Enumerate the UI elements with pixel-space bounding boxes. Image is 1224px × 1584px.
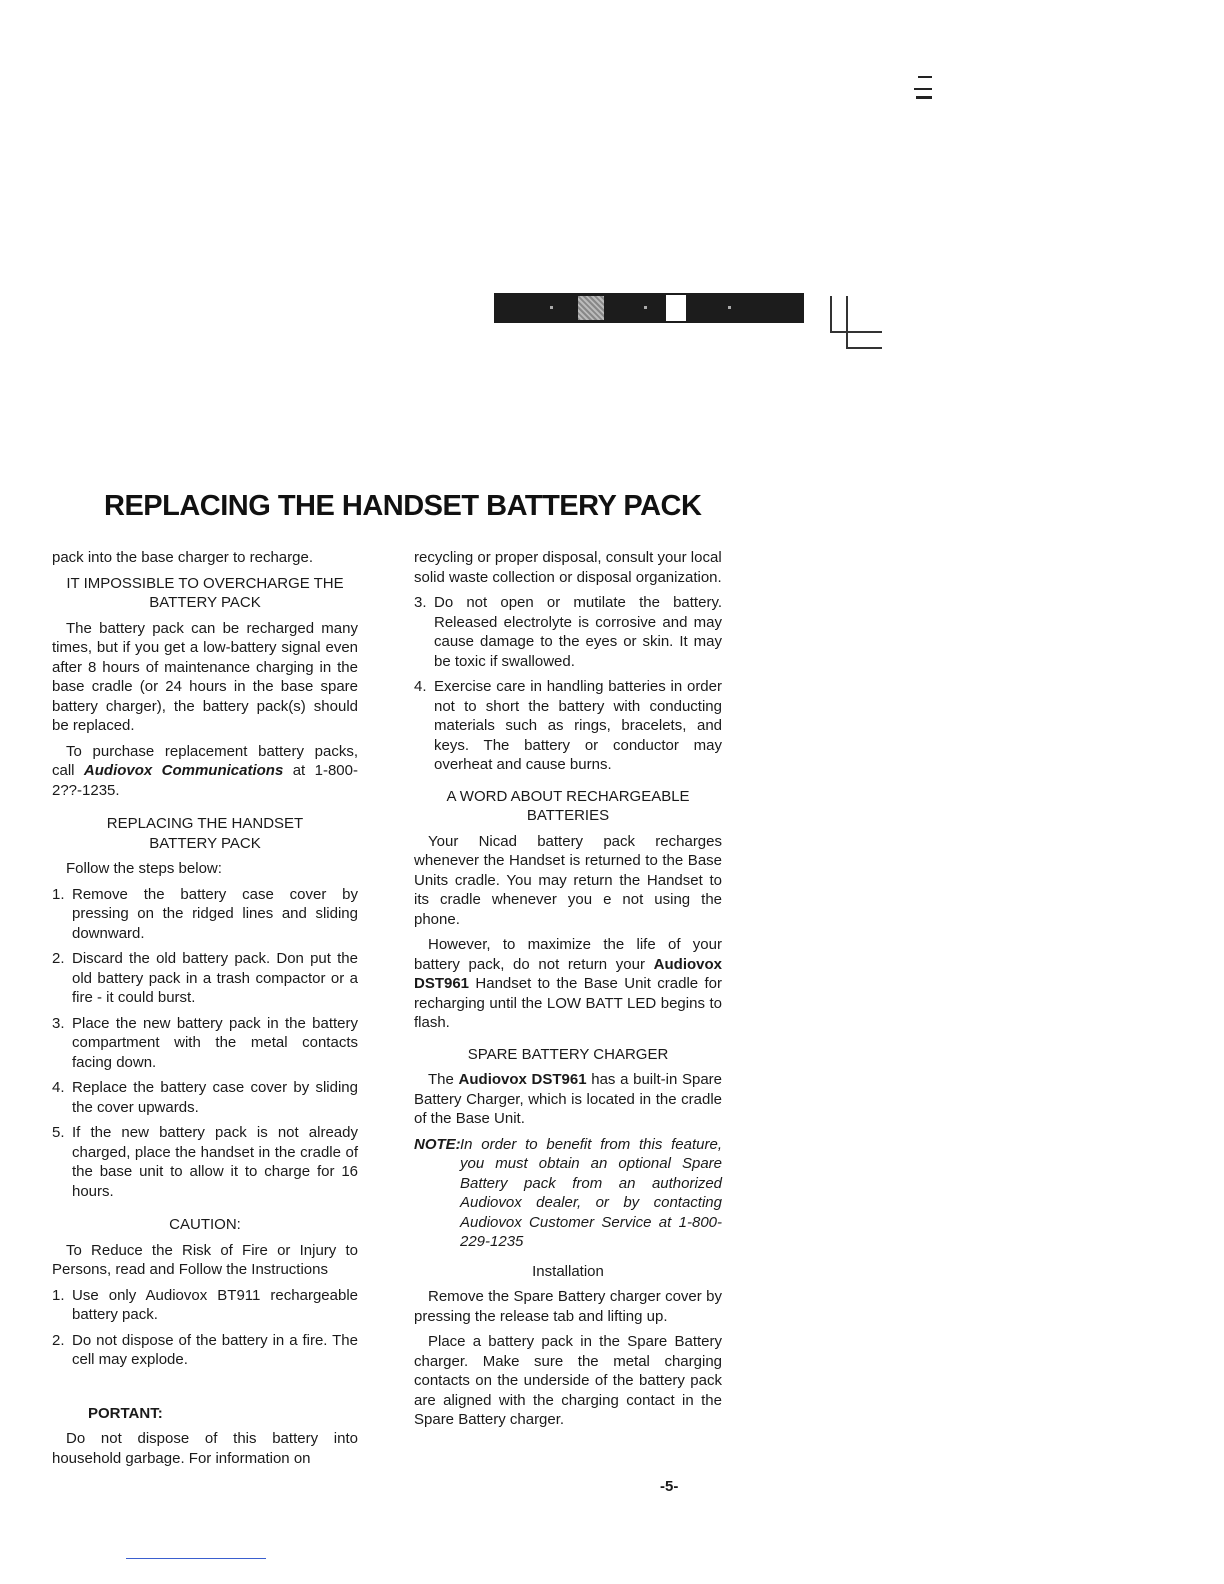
page-number: -5- [660,1478,679,1495]
left-column [52,548,358,1474]
important-heading: PORTANT: [88,1404,163,1422]
section-heading: SPARE BATTERY CHARGER [467,1045,669,1063]
crop-mark [846,296,848,348]
paragraph: Do not dispose of this battery into household garbage. For information on [52,1430,358,1467]
paragraph: recycling or proper disposal, consult your local solid waste collection or disposal organization. [414,549,722,586]
crop-mark [846,347,882,349]
bottom-rule [126,1558,266,1559]
list-item: 2. Do not dispose of the battery in a fire. The cell may explode. [52,1331,358,1368]
list-item: 3. Do not open or mutilate the battery. Released electrolyte is corrosive and may cause damage to the eyes or skin. It may be toxic if swallowed. [414,594,722,670]
caution-list-continued [414,593,722,775]
caution-heading: CAUTION: [169,1216,241,1233]
note-label: NOTE: [414,1135,461,1153]
scan-bar-artifact [494,293,804,323]
paragraph: Place a battery pack in the Spare Battery charger. Make sure the metal charging contacts on the underside of the battery pack are aligned with the charging contact in the Spare Battery charger. [414,1333,722,1428]
paragraph: The Audiovox DST961 has a built-in Spare Battery Charger, which is located in the cradle of the Base Unit. [414,1071,723,1127]
brand-name: Audiovox Communications [83,762,284,779]
paragraph: Follow the steps below: [66,860,222,877]
paragraph: However, to maximize the life of your battery pack, do not return your Audiovox DST961 Handset to the Base Unit cradle for recharging until the LOW BATT LED begins to flash. [414,936,722,1031]
section-heading: IT IMPOSSIBLE TO OVERCHARGE THE BATTERY PACK [66,574,344,611]
paragraph: Your Nicad battery pack recharges whenever the Handset is returned to the Base Units cradle. You may return the Handset to its cradle whenever you e not using the phone. [414,832,722,928]
page-title: REPLACING THE HANDSET BATTERY PACK [104,490,702,522]
note-block [414,1135,722,1252]
crop-mark [830,331,882,333]
paragraph: pack into the base charger to recharge. [52,549,313,566]
brand-name: Audiovox DST961 [414,955,722,992]
crop-mark [830,296,832,332]
section-heading: REPLACING THE HANDSET BATTERY PACK [106,815,304,852]
section-heading: A WORD ABOUT RECHARGEABLE BATTERIES [446,787,690,824]
corner-scan-mark [912,74,934,108]
list-item: 4. Exercise care in handling batteries in order not to short the battery with conducting materials such as rings, bracelets, and keys. The battery or conductor may overheat and cause burns. [414,678,722,773]
section-heading: Installation [532,1262,604,1280]
note-text: In order to benefit from this feature, you must obtain an optional Spare Battery pack from an authorized Audiovox dealer, or by contacting Audiovox Customer Service at 1-800-229-1235 [460,1135,722,1250]
paragraph: To purchase replacement battery packs, call Audiovox Communications at 1-800-2??-1235. [52,742,358,799]
steps-list [52,885,358,1202]
caution-list [52,1286,358,1370]
paragraph: The battery pack can be recharged many times, but if you get a low-battery signal even after 8 hours of maintenance charging in the base cradle (or 24 hours in the base spare battery charger), the battery pack(s) should be replaced. [52,619,358,734]
list-item: 3. Place the new battery pack in the battery compartment with the metal contacts facing down. [52,1014,358,1071]
brand-name: Audiovox DST961 [458,1071,587,1088]
list-item: 2. Discard the old battery pack. Don put the old battery pack in a trash compactor or a fire - it could burst. [52,950,358,1006]
list-item: 1. Use only Audiovox BT911 rechargeable battery pack. [52,1286,358,1323]
right-column [414,548,722,1436]
list-item: 4. Replace the battery case cover by sliding the cover upwards. [52,1079,358,1116]
list-item: 5. If the new battery pack is not already charged, place the handset in the cradle of the base unit to allow it to charge for 16 hours. [52,1124,358,1200]
paragraph: To Reduce the Risk of Fire or Injury to Persons, read and Follow the Instructions [52,1241,358,1278]
paragraph: Remove the Spare Battery charger cover by pressing the release tab and lifting up. [414,1288,722,1325]
list-item: 1. Remove the battery case cover by pressing on the ridged lines and sliding downward. [52,885,358,942]
